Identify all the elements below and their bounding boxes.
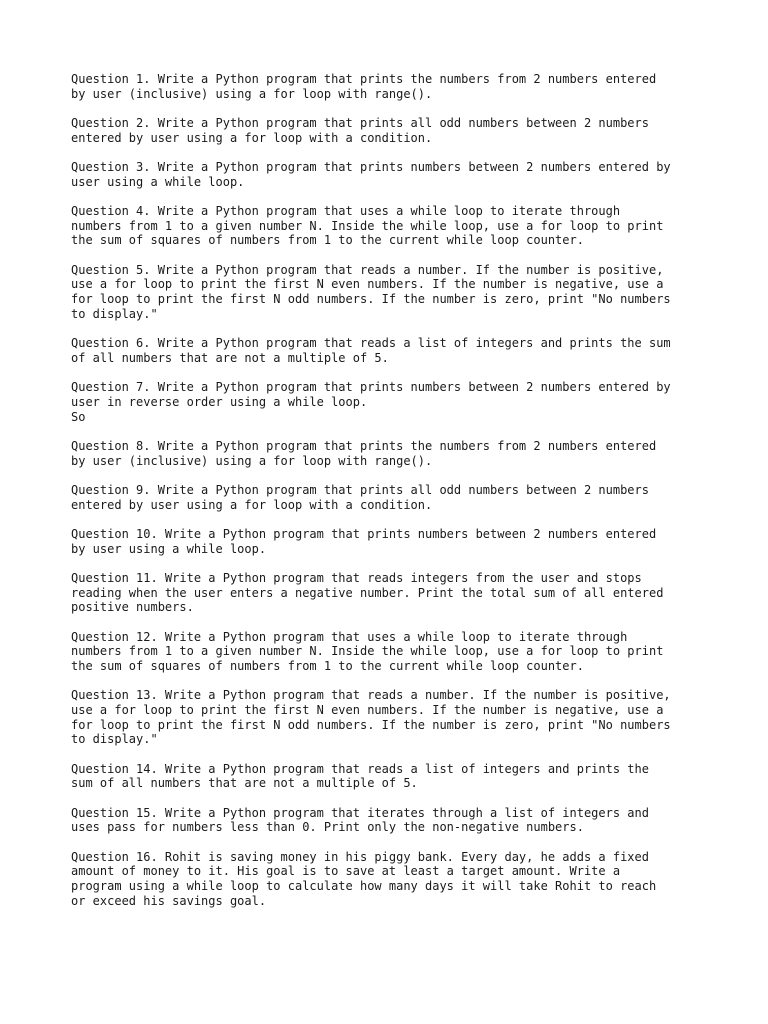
question-7: Question 7. Write a Python program that prints numbers between 2 numbers entered by user in reverse order using a while loop. So: [71, 380, 671, 424]
question-11: Question 11. Write a Python program that reads integers from the user and stops reading when the user enters a negative number. Print the total sum of all entered positive numbers.: [71, 570, 664, 615]
question-8: Question 8. Write a Python program that prints the numbers from 2 numbers entered by user (inclusive) using a for loop with range().: [71, 438, 657, 468]
question-15: Question 15. Write a Python program that iterates through a list of integers and uses pass for numbers less than 0. Print only the non-negative numbers.: [71, 805, 649, 835]
question-5: Question 5. Write a Python program that reads a number. If the number is positive, use a for loop to print the first N even numbers. If the number is negative, use a for loop to print the first N odd numbers. If the number is zero, print "No numbers to display.": [71, 262, 671, 321]
question-12: Question 12. Write a Python program that uses a while loop to iterate through numbers from 1 to a given number N. Inside the while loop, use a for loop to print the sum of squares of numbers from 1 to the current while loop counter.: [71, 629, 664, 673]
question-1: Question 1. Write a Python program that prints the numbers from 2 numbers entered by user (inclusive) using a for loop with range().: [71, 72, 657, 101]
question-4: Question 4. Write a Python program that uses a while loop to iterate through numbers from 1 to a given number N. Inside the while loop, use a for loop to print the sum of squares of numbers from 1 to the current while loop counter.: [71, 204, 664, 248]
document-body: [71, 72, 711, 923]
question-14: Question 14. Write a Python program that reads a list of integers and prints the sum of all numbers that are not a multiple of 5.: [71, 761, 649, 791]
question-16: Question 16. Rohit is saving money in his piggy bank. Every day, he adds a fixed amount of money to it. His goal is to save at least a target amount. Write a program using a while loop to calculate how many days it will take Rohit to reach or exceed his savings goal.: [71, 849, 657, 908]
question-10: Question 10. Write a Python program that prints numbers between 2 numbers entered by user using a while loop.: [71, 526, 657, 556]
question-9: Question 9. Write a Python program that prints all odd numbers between 2 numbers entered by user using a for loop with a condition.: [71, 482, 649, 512]
question-13: Question 13. Write a Python program that reads a number. If the number is positive, use a for loop to print the first N even numbers. If the number is negative, use a for loop to print the first N odd numbers. If the number is zero, print "No numbers to display.": [71, 688, 671, 747]
question-6: Question 6. Write a Python program that reads a list of integers and prints the sum of all numbers that are not a multiple of 5.: [71, 336, 671, 365]
question-2: Question 2. Write a Python program that prints all odd numbers between 2 numbers entered by user using a for loop with a condition.: [71, 116, 649, 145]
question-3: Question 3. Write a Python program that prints numbers between 2 numbers entered by user using a while loop.: [71, 160, 671, 189]
